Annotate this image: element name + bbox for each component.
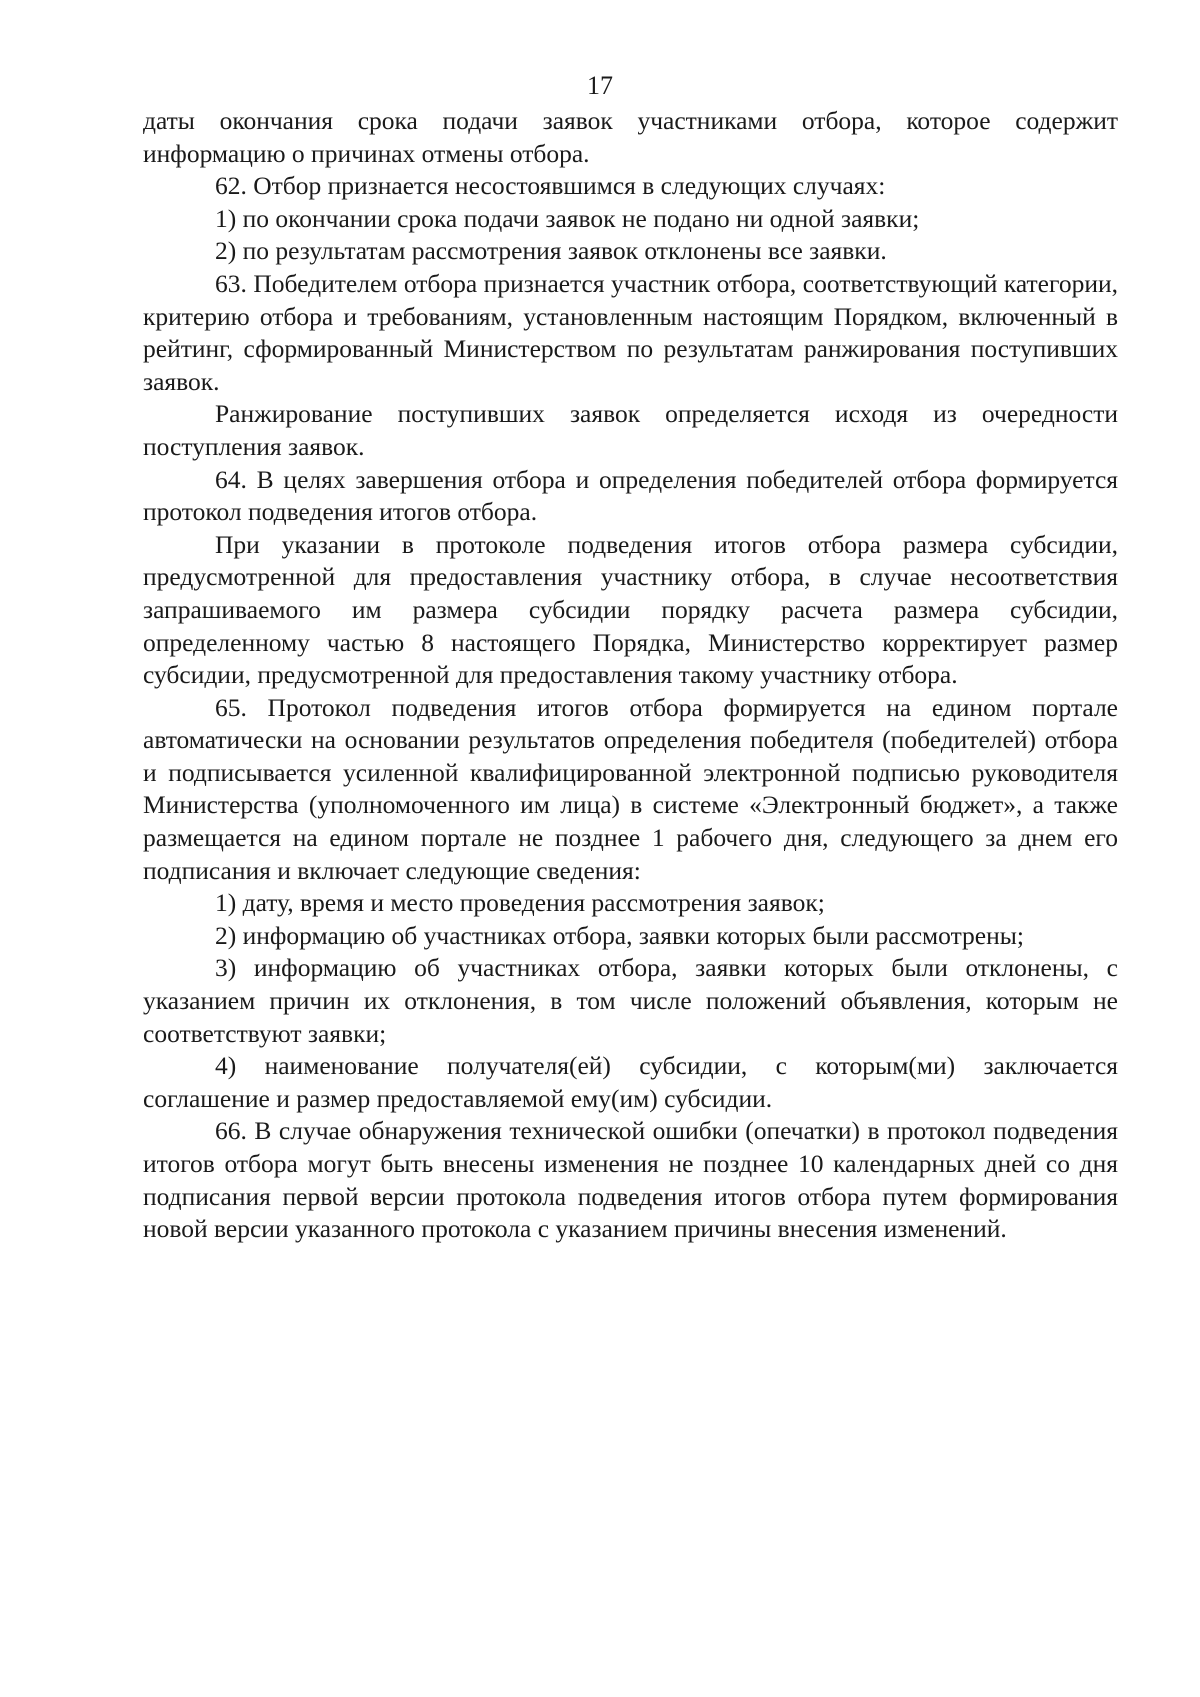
- paragraph-62: 62. Отбор признается несостоявшимся в следующих случаях:: [215, 171, 886, 201]
- paragraph-65: 65. Протокол подведения итогов отбора формируется на едином портале автоматически на основании результатов определения победителя (победителей) отбора и подписывается усиленной квалифицированной электронной подписью руководителя Министерства (уполномоченного им лица) в системе «Электронный бюджет», а также размещается на едином портале не позднее 1 рабочего дня, следующего за днем его подписания и включает следующие сведения:: [143, 692, 1118, 885]
- list-item-65-1: 1) дату, время и место проведения рассмотрения заявок;: [215, 888, 825, 918]
- list-item-62-1: 1) по окончании срока подачи заявок не подано ни одной заявки;: [215, 203, 920, 233]
- paragraph-63-ranking: Ранжирование поступивших заявок определяется исходя из очередности поступления заявок.: [143, 399, 1118, 461]
- list-item-62-2: 2) по результатам рассмотрения заявок отклонены все заявки.: [215, 236, 887, 266]
- list-item-65-2: 2) информацию об участниках отбора, заявки которых были рассмотрены;: [215, 920, 1024, 950]
- paragraph-66: 66. В случае обнаружения технической ошибки (опечатки) в протокол подведения итогов отбора могут быть внесены изменения не позднее 10 календарных дней со дня подписания первой версии протокола подведения итогов отбора путем формирования новой версии указанного протокола с указанием причины внесения изменений.: [143, 1116, 1118, 1244]
- paragraph-64-subsidy: При указании в протоколе подведения итогов отбора размера субсидии, предусмотренной для предоставления участнику отбора, в случае несоответствия запрашиваемого им размера субсидии порядку расчета размера субсидии, определенному частью 8 настоящего Порядка, Министерство корректирует размер субсидии, предусмотренной для предоставления такому участнику отбора.: [143, 529, 1118, 690]
- list-item-65-4: 4) наименование получателя(ей) субсидии, с которым(ми) заключается соглашение и размер предоставляемой ему(им) субсидии.: [143, 1051, 1118, 1113]
- paragraph-63: 63. Победителем отбора признается участник отбора, соответствующий категории, критерию отбора и требованиям, установленным настоящим Порядком, включенный в рейтинг, сформированный Министерством по результатам ранжирования поступивших заявок.: [143, 268, 1118, 396]
- paragraph-continuation: даты окончания срока подачи заявок участниками отбора, которое содержит информацию о причинах отмены отбора.: [143, 106, 1118, 168]
- page-number: 17: [587, 71, 613, 100]
- paragraph-64: 64. В целях завершения отбора и определения победителей отбора формируется протокол подведения итогов отбора.: [143, 464, 1118, 527]
- list-item-65-3: 3) информацию об участниках отбора, заявки которых были отклонены, с указанием причин их отклонения, в том числе положений объявления, которым не соответствуют заявки;: [143, 953, 1118, 1048]
- document-body: [143, 105, 1118, 1246]
